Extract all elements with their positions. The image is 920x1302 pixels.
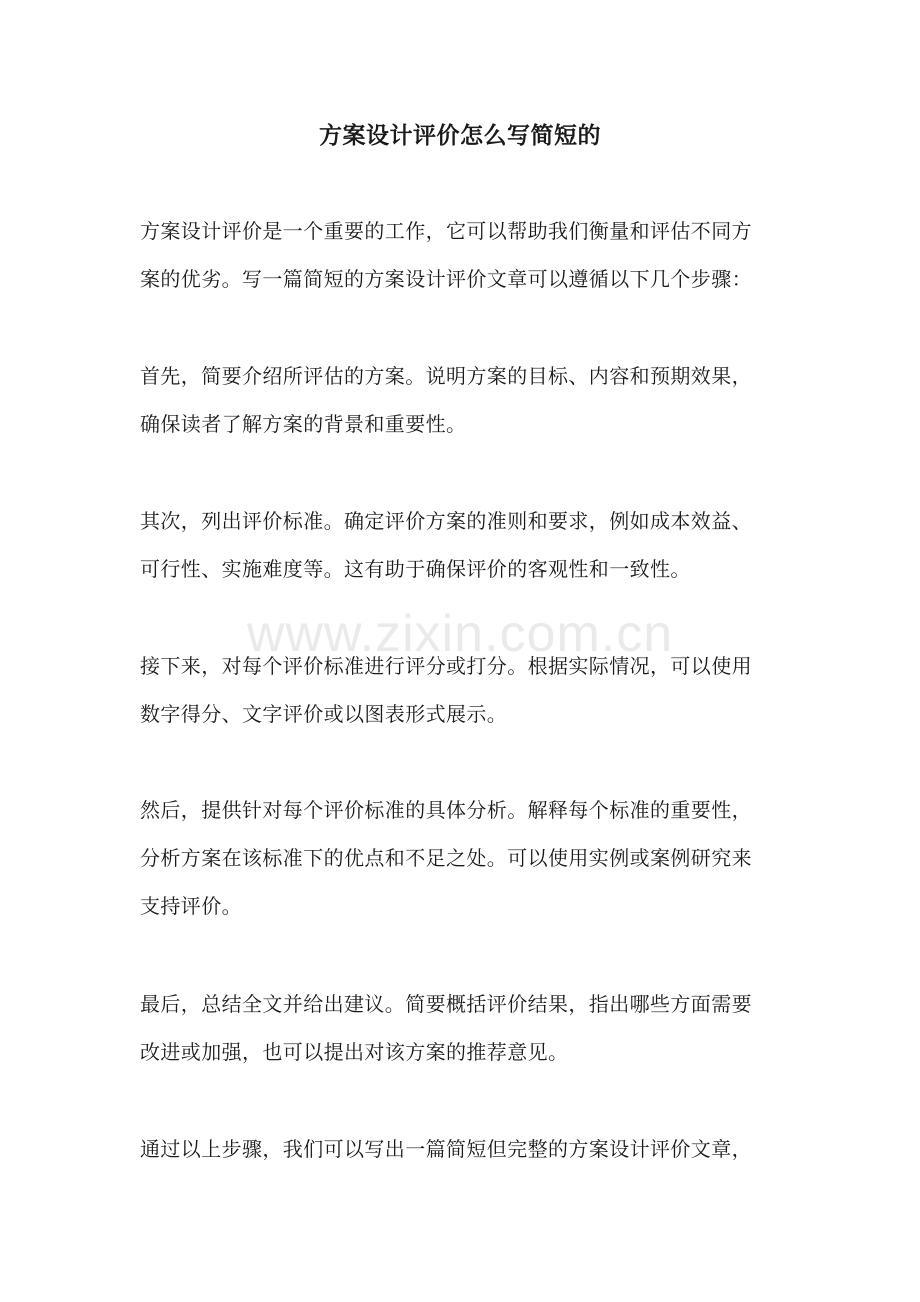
paragraph-line: 最后，总结全文并给出建议。简要概括评价结果，指出哪些方面需要 [140, 992, 752, 1016]
paragraph-line: 分析方案在该标准下的优点和不足之处。可以使用实例或案例研究来 [140, 846, 752, 870]
watermark: www.zixin.com.cn [246, 605, 674, 663]
paragraph-step-scoring [140, 642, 788, 738]
document-title: 方案设计评价怎么写简短的 [319, 122, 601, 149]
paragraph-line: 通过以上步骤，我们可以写出一篇简短但完整的方案设计评价文章， [140, 1137, 752, 1161]
paragraph-line: 支持评价。 [140, 894, 242, 918]
paragraph-line: 改进或加强，也可以提出对该方案的推荐意见。 [140, 1040, 569, 1064]
paragraph-line: 首先，简要介绍所评估的方案。说明方案的目标、内容和预期效果， [140, 364, 752, 388]
paragraph-line: 方案设计评价是一个重要的工作，它可以帮助我们衡量和评估不同方 [140, 219, 752, 243]
paragraph-line: 确保读者了解方案的背景和重要性。 [140, 412, 467, 436]
paragraph-line: 数字得分、文字评价或以图表形式展示。 [140, 702, 508, 726]
paragraph-intro [140, 207, 788, 303]
paragraph-line: 然后，提供针对每个评价标准的具体分析。解释每个标准的重要性， [140, 798, 752, 822]
paragraph-step-summary [140, 980, 788, 1076]
paragraph-step-first [140, 352, 788, 448]
paragraph-line: 其次，列出评价标准。确定评价方案的准则和要求，例如成本效益、 [140, 509, 752, 533]
paragraph-step-second [140, 497, 788, 593]
paragraph-step-analysis [140, 786, 788, 930]
paragraph-line: 案的优劣。写一篇简短的方案设计评价文章可以遵循以下几个步骤： [140, 267, 752, 291]
paragraph-line: 可行性、实施难度等。这有助于确保评价的客观性和一致性。 [140, 557, 691, 581]
paragraph-line: 接下来，对每个评价标准进行评分或打分。根据实际情况，可以使用 [140, 654, 752, 678]
paragraph-conclusion [140, 1125, 788, 1173]
